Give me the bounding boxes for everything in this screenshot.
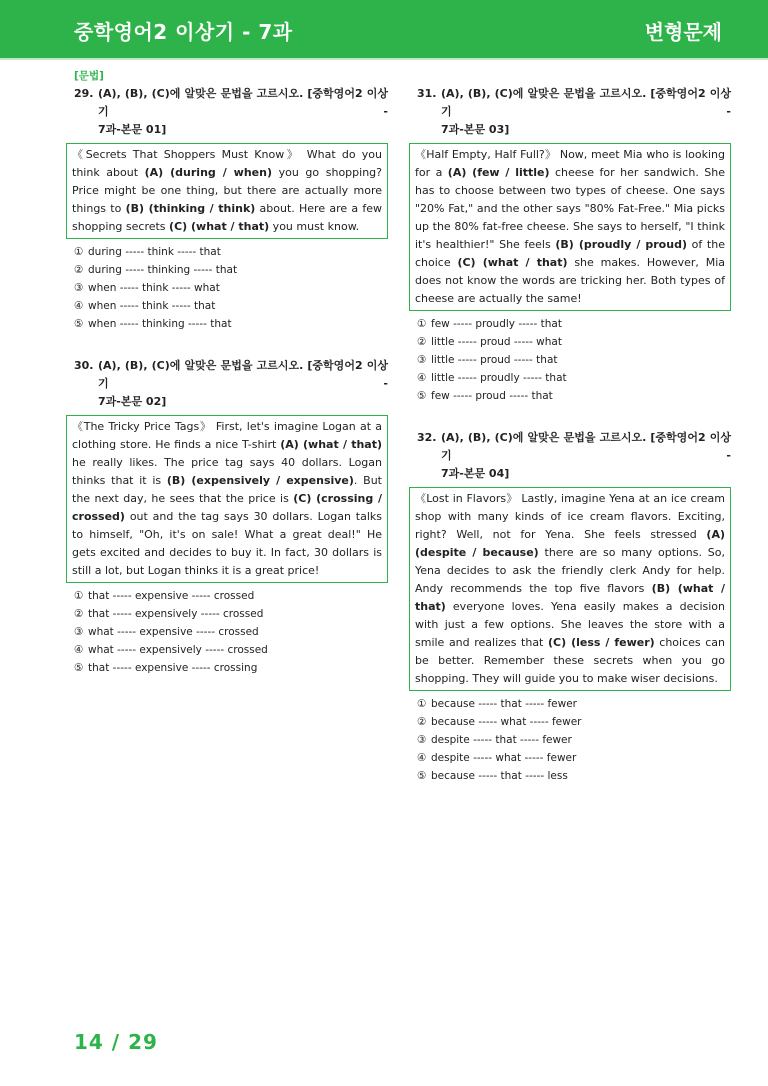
answer-choice[interactable] <box>417 315 731 333</box>
answer-choice[interactable] <box>74 315 388 333</box>
passage-text: 《Secrets That Shoppers Must Know》 What do you think about <box>72 148 382 179</box>
question-32 <box>409 429 731 785</box>
choice-text: that ----- expensive ----- crossed <box>88 590 255 602</box>
answer-choice[interactable] <box>417 351 731 369</box>
choice-number: ⑤ <box>417 770 427 782</box>
passage-text: there are so many options. So, Yena decides to ask the friendly clerk Andy for help. Andy recommends the top five flavors <box>415 546 725 595</box>
answer-choice[interactable] <box>74 279 388 297</box>
page-number: 14 / 29 <box>74 1030 158 1054</box>
grammar-blank: (B) (thinking / think) <box>125 202 256 215</box>
passage-text: she makes. However, Mia does not know the words are tricking her. Both types of cheese are actually the same! <box>415 256 725 305</box>
grammar-blank: (B) (proudly / proud) <box>555 238 687 251</box>
choice-text: because ----- what ----- fewer <box>431 716 582 728</box>
section-tag: [문법] <box>74 70 104 82</box>
question-instruction: (A), (B), (C)에 알맞은 문법을 고르시오. [중학영어2 이상기 - <box>98 359 388 390</box>
choice-number: ② <box>417 336 427 348</box>
answer-choice[interactable] <box>417 695 731 713</box>
answer-choice[interactable] <box>74 623 388 641</box>
grammar-blank: (A) (despite / because) <box>415 528 725 559</box>
passage-text: 《The Tricky Price Tags》 First, let's imagine Logan at a clothing store. He finds a nice T-shirt <box>72 420 382 451</box>
choice-number: ⑤ <box>74 318 84 330</box>
choice-number: ④ <box>74 300 84 312</box>
question-instruction: (A), (B), (C)에 알맞은 문법을 고르시오. [중학영어2 이상기 - <box>441 87 731 118</box>
passage-text: . But the next day, he sees that the price is <box>72 474 382 505</box>
choice-text: few ----- proud ----- that <box>431 390 553 402</box>
answer-choice[interactable] <box>417 333 731 351</box>
question-number: 31. <box>417 87 437 100</box>
passage-text: cheese for her sandwich. She has to choose between two types of cheese. One says "20% Fat," and the other says "80% Fat-Free." Mia picks up the 80% fat-free cheese. She says to herself, "I think it's healthier!" She feels <box>415 166 726 251</box>
choice-text: during ----- thinking ----- that <box>88 264 238 276</box>
grammar-blank: (C) (what / that) <box>169 220 270 233</box>
choice-text: when ----- think ----- that <box>88 300 216 312</box>
question-heading <box>409 429 731 483</box>
choice-text: during ----- think ----- that <box>88 246 221 258</box>
choice-text: when ----- think ----- what <box>88 282 220 294</box>
header-section-label: 변형문제 <box>644 20 722 44</box>
choice-number: ① <box>74 590 84 602</box>
question-30 <box>66 357 388 677</box>
answer-choice[interactable] <box>417 713 731 731</box>
choice-number: ⑤ <box>74 662 84 674</box>
choice-text: when ----- thinking ----- that <box>88 318 232 330</box>
choice-number: ④ <box>74 644 84 656</box>
choice-number: ② <box>417 716 427 728</box>
passage-text: everyone loves. Yena easily makes a decision with just a few options. She leaves the store with a smile and realizes that <box>415 600 725 649</box>
passage-text: of the choice <box>415 238 725 269</box>
question-31 <box>409 85 731 405</box>
header-divider <box>0 58 768 60</box>
answer-choice[interactable] <box>74 587 388 605</box>
choice-number: ④ <box>417 372 427 384</box>
answer-choices <box>66 243 388 333</box>
passage-text: 《Lost in Flavors》 Lastly, imagine Yena at an ice cream shop with many kinds of ice cream flavors. Exciting, right? Well, not for Yena. She feels stressed <box>415 492 725 541</box>
choice-text: despite ----- that ----- fewer <box>431 734 572 746</box>
answer-choice[interactable] <box>74 641 388 659</box>
choice-text: because ----- that ----- less <box>431 770 568 782</box>
choice-number: ① <box>417 318 427 330</box>
question-instruction: (A), (B), (C)에 알맞은 문법을 고르시오. [중학영어2 이상기 - <box>441 431 731 462</box>
passage-text: choices can be better. Remember these secrets when you go shopping. They will guide you to make wiser decisions. <box>415 636 726 685</box>
answer-choices <box>66 587 388 677</box>
answer-choices <box>409 695 731 785</box>
reading-passage <box>66 143 388 239</box>
reading-passage <box>66 415 388 583</box>
answer-choice[interactable] <box>417 731 731 749</box>
choice-number: ③ <box>74 282 84 294</box>
choice-number: ③ <box>74 626 84 638</box>
grammar-blank: (C) (what / that) <box>457 256 568 269</box>
answer-choice[interactable] <box>74 261 388 279</box>
question-heading <box>66 85 388 139</box>
answer-choice[interactable] <box>417 387 731 405</box>
reading-passage <box>409 143 731 311</box>
choice-text: few ----- proudly ----- that <box>431 318 562 330</box>
choice-number: ② <box>74 608 84 620</box>
passage-text: 《Half Empty, Half Full?》 Now, meet Mia who is looking for a <box>415 148 725 179</box>
grammar-blank: (B) (expensively / expensive) <box>166 474 354 487</box>
answer-choice[interactable] <box>417 749 731 767</box>
choice-text: what ----- expensively ----- crossed <box>88 644 268 656</box>
grammar-blank: (A) (during / when) <box>144 166 272 179</box>
question-heading <box>409 85 731 139</box>
choice-number: ② <box>74 264 84 276</box>
question-source: 7과-본문 03] <box>441 123 510 136</box>
answer-choice[interactable] <box>74 605 388 623</box>
question-heading <box>66 357 388 411</box>
question-number: 29. <box>74 87 94 100</box>
choice-text: little ----- proud ----- what <box>431 336 562 348</box>
choice-number: ⑤ <box>417 390 427 402</box>
reading-passage <box>409 487 731 691</box>
question-source: 7과-본문 01] <box>98 123 167 136</box>
choice-text: little ----- proud ----- that <box>431 354 558 366</box>
grammar-blank: (C) (crossing / crossed) <box>72 492 382 523</box>
answer-choice[interactable] <box>74 659 388 677</box>
choice-number: ④ <box>417 752 427 764</box>
question-29 <box>66 85 388 333</box>
answer-choice[interactable] <box>417 369 731 387</box>
answer-choices <box>409 315 731 405</box>
choice-text: because ----- that ----- fewer <box>431 698 578 710</box>
answer-choice[interactable] <box>417 767 731 785</box>
left-column <box>66 85 388 677</box>
grammar-blank: (A) (what / that) <box>280 438 383 451</box>
choice-text: despite ----- what ----- fewer <box>431 752 577 764</box>
question-source: 7과-본문 04] <box>441 467 510 480</box>
header-title: 중학영어2 이상기 - 7과 <box>74 20 293 44</box>
grammar-blank: (B) (what / that) <box>415 582 726 613</box>
choice-number: ① <box>417 698 427 710</box>
right-column <box>409 85 731 785</box>
choice-number: ③ <box>417 354 427 366</box>
answer-choice[interactable] <box>74 297 388 315</box>
question-number: 30. <box>74 359 94 372</box>
question-instruction: (A), (B), (C)에 알맞은 문법을 고르시오. [중학영어2 이상기 - <box>98 87 388 118</box>
choice-text: that ----- expensive ----- crossing <box>88 662 258 674</box>
passage-text: you go shopping? Price might be one thing, but there are actually more things to <box>72 166 382 215</box>
passage-text: out and the tag says 30 dollars. Logan talks to himself, "Oh, it's on sale! What a great deal!" He gets excited and decides to buy it. In fact, 30 dollars is still a lot, but Logan thinks it is a great price! <box>72 510 382 577</box>
choice-number: ③ <box>417 734 427 746</box>
passage-text: he really likes. The price tag says 40 dollars. Logan thinks that it is <box>72 456 382 487</box>
choice-text: what ----- expensive ----- crossed <box>88 626 259 638</box>
question-number: 32. <box>417 431 437 444</box>
passage-text: about. Here are a few shopping secrets <box>72 202 382 233</box>
choice-text: little ----- proudly ----- that <box>431 372 567 384</box>
question-source: 7과-본문 02] <box>98 395 167 408</box>
passage-text: you must know. <box>269 220 360 233</box>
choice-text: that ----- expensively ----- crossed <box>88 608 264 620</box>
grammar-blank: (C) (less / fewer) <box>548 636 655 649</box>
choice-number: ① <box>74 246 84 258</box>
answer-choice[interactable] <box>74 243 388 261</box>
grammar-blank: (A) (few / little) <box>447 166 550 179</box>
